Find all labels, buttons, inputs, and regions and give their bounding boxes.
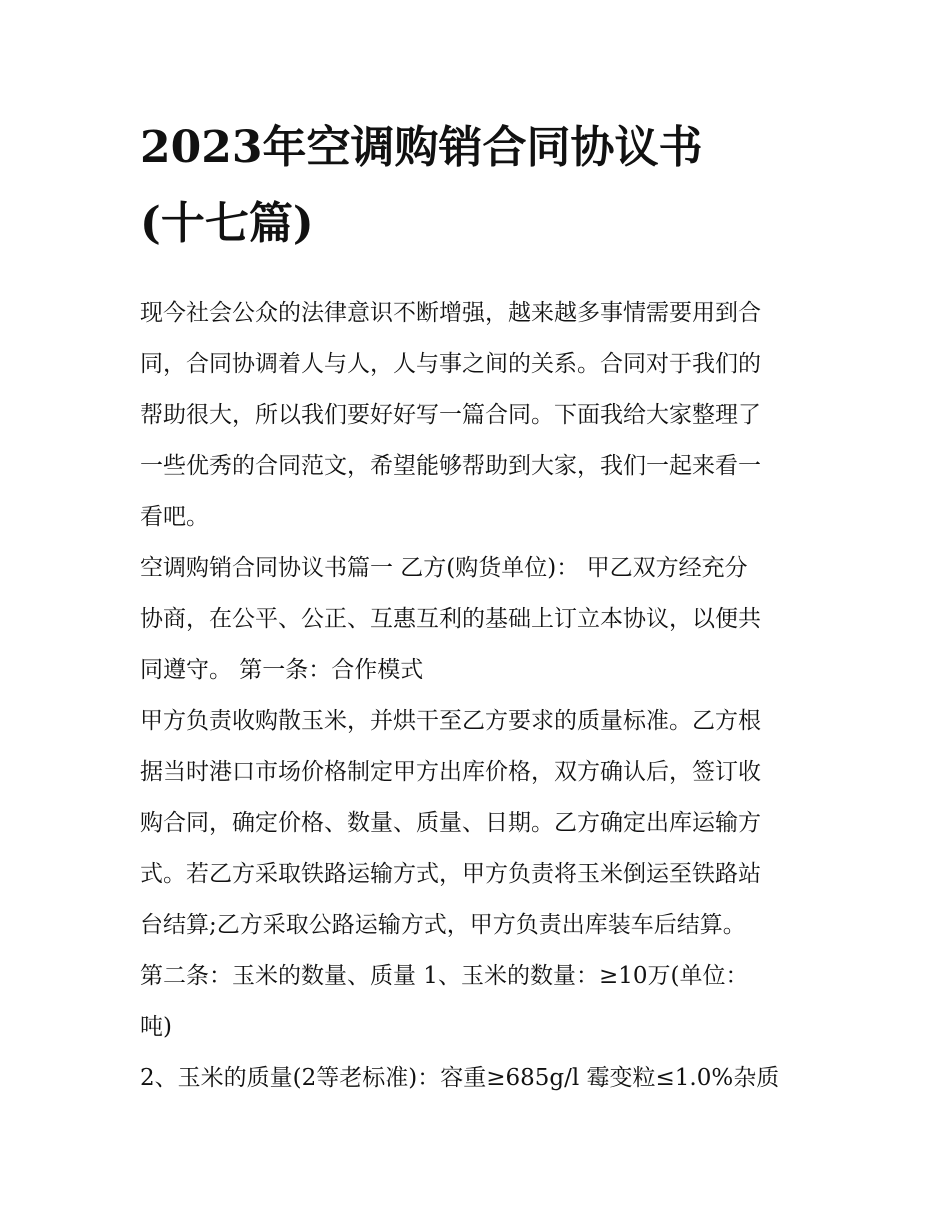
- text-line: 甲方负责收购散玉米，并烘干至乙方要求的质量标准。乙方根: [140, 708, 761, 734]
- text-line: 同遵守。 第一条：合作模式: [140, 657, 424, 683]
- text-line: 吨): [140, 1014, 172, 1040]
- text-line: 协商，在公平、公正、互惠互利的基础上订立本协议，以便共: [140, 606, 761, 632]
- paragraph-article-two: [140, 951, 820, 1053]
- document-title: [140, 110, 820, 262]
- text-line: 一些优秀的合同范文，希望能够帮助到大家，我们一起来看一: [140, 453, 761, 479]
- text-line: 看吧。: [140, 504, 209, 530]
- title-line-2: (十七篇): [140, 198, 314, 249]
- paragraph-intro: [140, 288, 820, 543]
- text-line: 购合同，确定价格、数量、质量、日期。乙方确定出库运输方: [140, 810, 761, 836]
- text-line: 同，合同协调着人与人，人与事之间的关系。合同对于我们的: [140, 351, 761, 377]
- text-line: 现今社会公众的法律意识不断增强，越来越多事情需要用到合: [140, 300, 761, 326]
- text-line: 式。若乙方采取铁路运输方式，甲方负责将玉米倒运至铁路站: [140, 861, 761, 887]
- paragraph-contract-one: [140, 543, 820, 696]
- document-body: [140, 288, 820, 1104]
- text-line: 台结算;乙方采取公路运输方式，甲方负责出库装车后结算。: [140, 912, 746, 938]
- text-line: 2、玉米的质量(2等老标准)：容重≥685g/l 霉变粒≤1.0%杂质: [140, 1065, 780, 1091]
- title-line-1: 2023年空调购销合同协议书: [140, 122, 703, 173]
- paragraph-cooperation-mode: [140, 696, 820, 951]
- text-line: 据当时港口市场价格制定甲方出库价格，双方确认后，签订收: [140, 759, 761, 785]
- text-line: 第二条：玉米的数量、质量 1、玉米的数量：≥10万(单位：: [140, 963, 749, 989]
- text-line: 空调购销合同协议书篇一 乙方(购货单位)： 甲乙双方经充分: [140, 555, 748, 581]
- document-page: [140, 110, 820, 1104]
- text-line: 帮助很大，所以我们要好好写一篇合同。下面我给大家整理了: [140, 402, 761, 428]
- paragraph-quality: [140, 1053, 820, 1104]
